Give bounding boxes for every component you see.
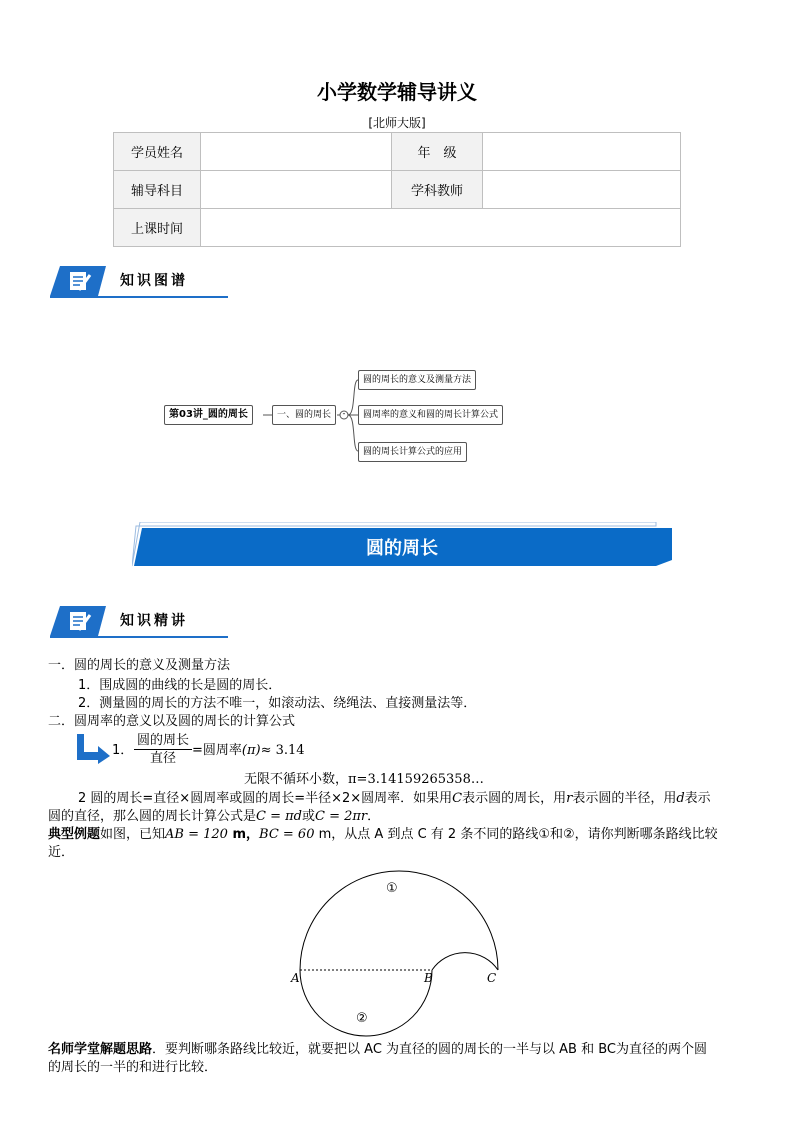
pi-approx: ≈ 3.14 bbox=[260, 743, 305, 758]
student-name-field[interactable] bbox=[201, 133, 392, 171]
notepad-pencil-icon bbox=[50, 266, 106, 296]
formula-rest bbox=[192, 741, 305, 760]
formula-ab: AB = 120 bbox=[165, 827, 228, 842]
formula-diameter: C = πd bbox=[256, 809, 302, 824]
text-run: 或 bbox=[302, 809, 316, 824]
banner-underline bbox=[50, 636, 228, 638]
point-C-label: C bbox=[487, 971, 497, 985]
subject-label: 辅导科目 bbox=[114, 171, 201, 209]
solution-tip bbox=[48, 1040, 707, 1059]
student-name-label: 学员姓名 bbox=[114, 133, 201, 171]
heading-1: 一．圆的周长的意义及测量方法 bbox=[48, 658, 231, 673]
mindmap-branch[interactable]: 一、圆的周长 bbox=[272, 405, 336, 425]
text-run: 表示 bbox=[684, 791, 711, 806]
teacher-label: 学科教师 bbox=[392, 171, 483, 209]
paragraph bbox=[78, 789, 711, 808]
paragraph: 1．围成圆的曲线的长是圆的周长． bbox=[78, 678, 282, 693]
paragraph: 近． bbox=[48, 845, 75, 860]
pi-note-text: 无限不循环小数， bbox=[244, 772, 349, 787]
formula-bc: BC = 60 bbox=[259, 827, 315, 842]
formula-number: 1． bbox=[112, 743, 134, 758]
text-run: m，从点 A 到点 C 有 2 条不同的路线①和②，请你判断哪条路线比较 bbox=[314, 827, 718, 842]
paragraph: 2．测量圆的周长的方法不唯一，如滚动法、绕绳法、直接测量法等． bbox=[78, 696, 477, 711]
grade-label: 年 级 bbox=[392, 133, 483, 171]
bent-arrow-icon bbox=[74, 734, 114, 764]
mindmap-root[interactable]: 第03讲_圆的周长 bbox=[164, 405, 253, 425]
text-run: ．要判断哪条路线比较近，就要把以 AC 为直径的圆的周长的一半与以 AB 和 BC为直径的两个圆 bbox=[152, 1042, 707, 1057]
formula-radius: C = 2πr bbox=[315, 809, 368, 824]
knowledge-map-banner bbox=[50, 266, 250, 294]
paragraph: 的周长的一半的和进行比较． bbox=[48, 1060, 218, 1075]
mindmap-leaf[interactable]: 圆的周长计算公式的应用 bbox=[358, 442, 467, 462]
class-time-label: 上课时间 bbox=[114, 209, 201, 247]
notepad-pencil-icon bbox=[50, 606, 106, 636]
example-label: 典型例题 bbox=[48, 827, 101, 842]
fraction-numerator: 圆的周长 bbox=[134, 732, 192, 750]
text-run: ． bbox=[367, 809, 381, 824]
pi-symbol: (π) bbox=[241, 743, 261, 758]
example-question bbox=[48, 825, 718, 844]
pi-value: π=3.14159265358… bbox=[348, 772, 484, 787]
student-info-table bbox=[113, 132, 681, 247]
section-title: 圆的周长 bbox=[366, 538, 438, 559]
text-run: 2 圆的周长=直径×圆周率或圆的周长=半径×2×圆周率．如果用 bbox=[78, 791, 453, 806]
symbol-d: d bbox=[676, 791, 685, 806]
pi-note bbox=[244, 770, 484, 789]
point-A-label: A bbox=[291, 971, 300, 985]
text-run: m， bbox=[227, 827, 260, 842]
text-run: 如图，已知 bbox=[100, 827, 166, 842]
class-time-field[interactable] bbox=[201, 209, 681, 247]
heading-2: 二．圆周率的意义以及圆的周长的计算公式 bbox=[48, 714, 296, 729]
route-2-label: ② bbox=[356, 1011, 368, 1026]
page-title: 小学数学辅导讲义 bbox=[317, 80, 477, 104]
knowledge-explain-banner bbox=[50, 606, 250, 634]
mindmap-leaf[interactable]: 圆周率的意义和圆的周长计算公式 bbox=[358, 405, 503, 425]
section-header bbox=[132, 522, 672, 564]
text-run: 圆的直径，那么圆的周长计算公式是 bbox=[48, 809, 257, 824]
symbol-C: C bbox=[452, 791, 463, 806]
teacher-field[interactable] bbox=[483, 171, 681, 209]
text-run: 表示圆的周长，用 bbox=[462, 791, 567, 806]
tip-label: 名师学堂解题思路 bbox=[48, 1042, 153, 1057]
banner-underline bbox=[50, 296, 228, 298]
banner-label: 知识图谱 bbox=[120, 273, 188, 289]
banner-label: 知识精讲 bbox=[120, 613, 188, 629]
edition-label: [北师大版] bbox=[368, 116, 426, 130]
circle-routes-figure bbox=[280, 864, 520, 1039]
route-1-label: ① bbox=[386, 881, 398, 896]
fraction-denominator: 直径 bbox=[149, 751, 176, 766]
point-B-label: B bbox=[424, 971, 433, 985]
formula-fraction bbox=[134, 732, 192, 767]
grade-field[interactable] bbox=[483, 133, 681, 171]
paragraph bbox=[48, 807, 380, 826]
mindmap-leaf[interactable]: 圆的周长的意义及测量方法 bbox=[358, 370, 476, 390]
subject-field[interactable] bbox=[201, 171, 392, 209]
symbol-r: r bbox=[566, 791, 573, 806]
mindmap-collapse-toggle[interactable]: - bbox=[342, 409, 346, 418]
text-run: 表示圆的半径，用 bbox=[572, 791, 677, 806]
formula-text: =圆周率 bbox=[192, 743, 242, 758]
